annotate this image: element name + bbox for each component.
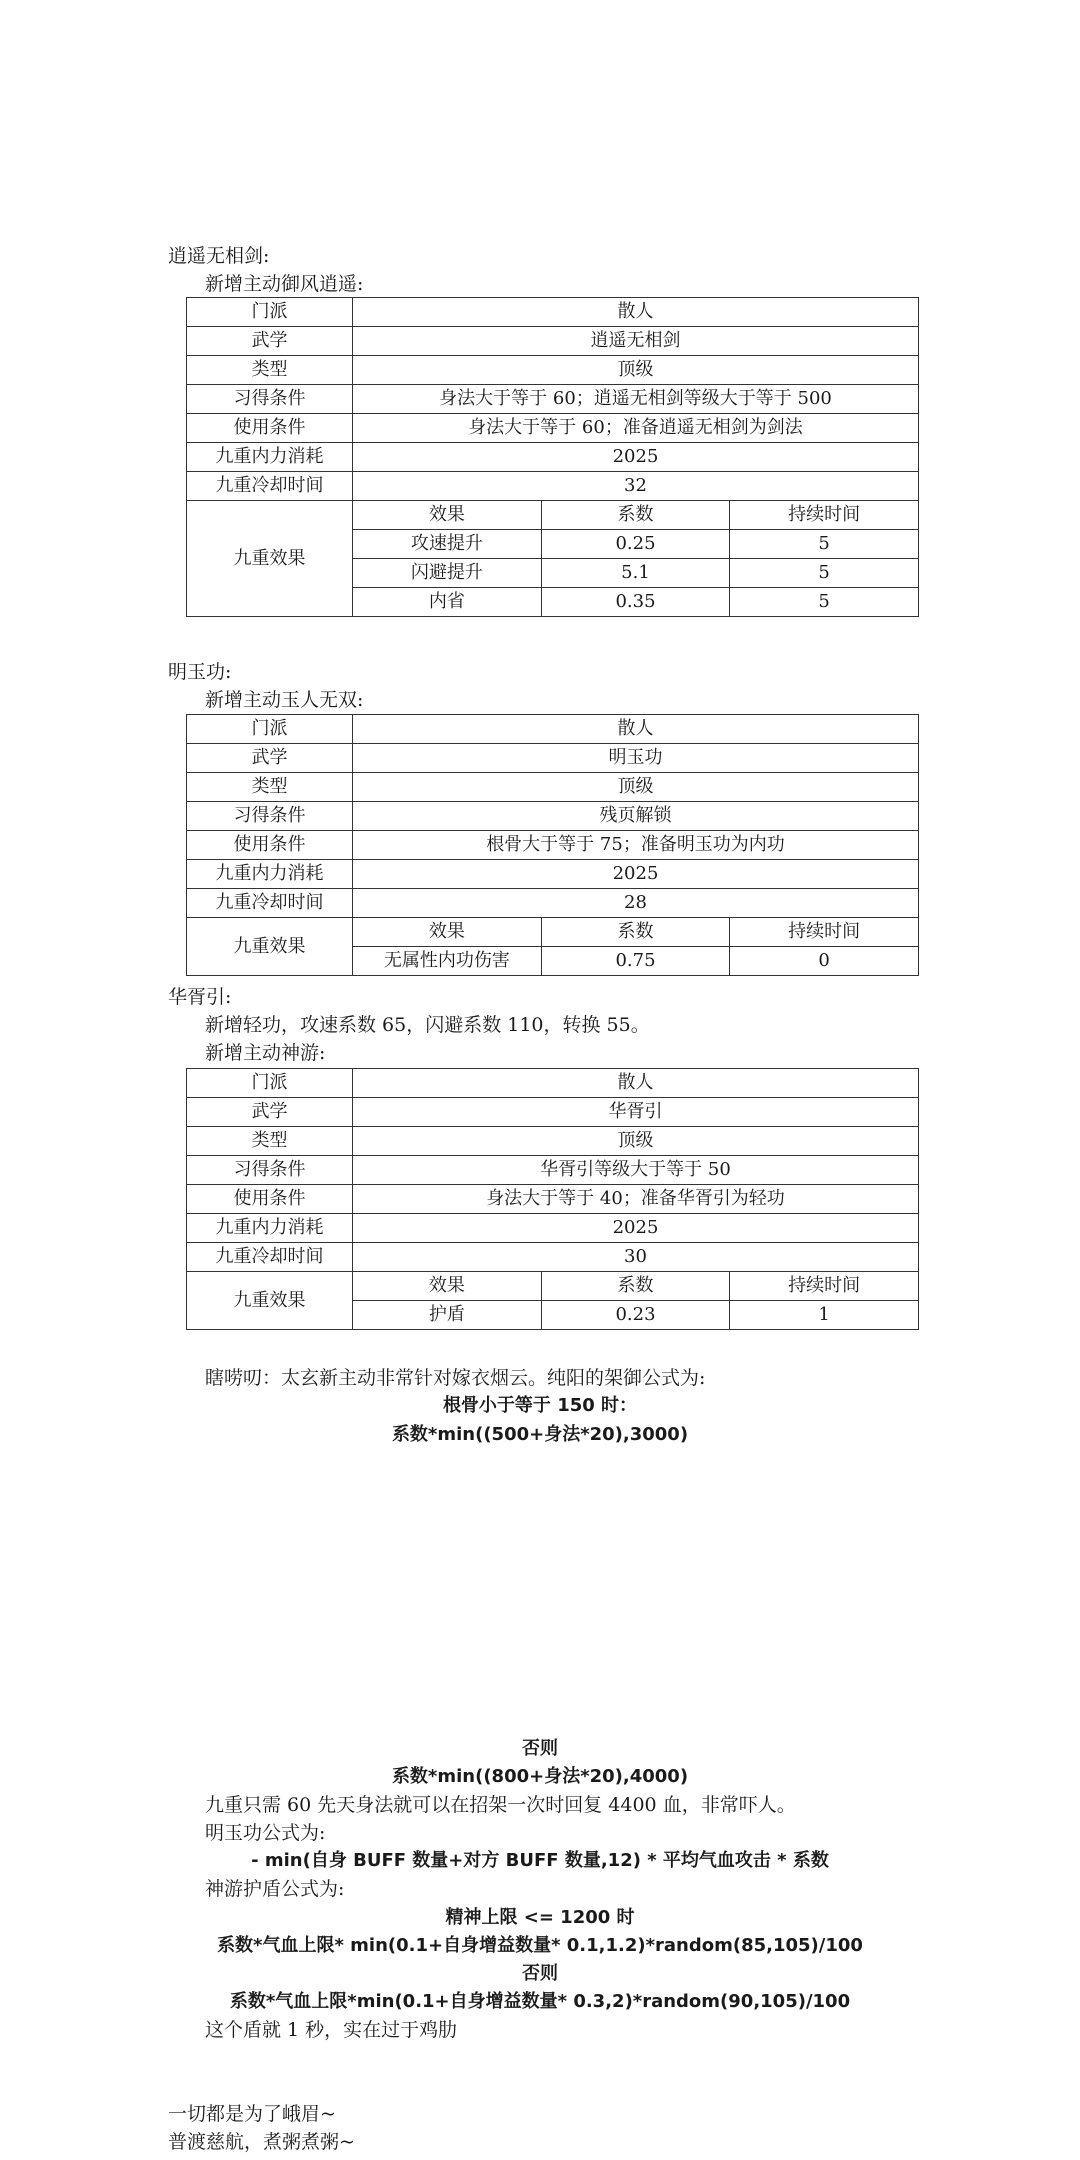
table-row <box>187 1243 919 1272</box>
label-effects: 九重效果 <box>187 501 353 617</box>
shenyou-else: 否则 <box>522 1963 558 1984</box>
value-martial: 华胥引 <box>353 1098 919 1127</box>
section-title-huaxu: 华胥引: <box>168 986 232 1008</box>
label-learn: 习得条件 <box>187 1156 353 1185</box>
effect-coef: 0.25 <box>541 530 730 559</box>
value-learn: 华胥引等级大于等于 50 <box>353 1156 919 1185</box>
shenyou-formula-label: 神游护盾公式为: <box>205 1878 345 1900</box>
value-cost: 2025 <box>353 1214 919 1243</box>
value-type: 顶级 <box>353 1127 919 1156</box>
label-sect: 门派 <box>187 715 353 744</box>
label-use: 使用条件 <box>187 1185 353 1214</box>
table-row <box>187 889 919 918</box>
skill-table-xiaoyao <box>186 297 919 617</box>
section-subtitle-shenyou: 新增主动神游: <box>205 1042 326 1064</box>
value-sect: 散人 <box>353 1069 919 1098</box>
skill-table-huaxu <box>186 1068 919 1330</box>
label-cooldown: 九重冷却时间 <box>187 889 353 918</box>
table-row <box>187 327 919 356</box>
section-subtitle-yufeng: 新增主动御风逍遥: <box>205 273 364 295</box>
label-martial: 武学 <box>187 744 353 773</box>
effect-duration: 5 <box>730 559 919 588</box>
table-row <box>187 831 919 860</box>
value-use: 身法大于等于 40；准备华胥引为轻功 <box>353 1185 919 1214</box>
effect-duration: 5 <box>730 530 919 559</box>
value-cost: 2025 <box>353 443 919 472</box>
effect-coef: 0.23 <box>541 1301 730 1330</box>
section-subtitle-yuren: 新增主动玉人无双: <box>205 689 364 711</box>
value-cost: 2025 <box>353 860 919 889</box>
shenyou-formula-1: 系数*气血上限* min(0.1+自身增益数量* 0.1,1.2)*random(85,105)/100 <box>217 1935 863 1956</box>
table-row <box>187 414 919 443</box>
effect-name: 闪避提升 <box>353 559 542 588</box>
ramble-text: 瞎唠叨：太玄新主动非常针对嫁衣烟云。纯阳的架御公式为: <box>205 1367 706 1389</box>
header-duration: 持续时间 <box>730 501 919 530</box>
comment-shield: 这个盾就 1 秒，实在过于鸡肋 <box>205 2019 458 2041</box>
effect-duration: 5 <box>730 588 919 617</box>
formula-parry-1: 系数*min((500+身法*20),3000) <box>391 1424 689 1445</box>
label-cost: 九重内力消耗 <box>187 1214 353 1243</box>
effect-name: 攻速提升 <box>353 530 542 559</box>
effect-coef: 5.1 <box>541 559 730 588</box>
table-row <box>187 1069 919 1098</box>
effect-duration: 0 <box>730 947 919 976</box>
closing-line-2: 普渡慈航，煮粥煮粥~ <box>168 2131 355 2153</box>
value-type: 顶级 <box>353 773 919 802</box>
header-duration: 持续时间 <box>730 918 919 947</box>
table-row <box>187 1272 919 1301</box>
closing-line-1: 一切都是为了峨眉~ <box>168 2103 336 2125</box>
value-cooldown: 30 <box>353 1243 919 1272</box>
formula-parry-2: 系数*min((800+身法*20),4000) <box>391 1766 689 1787</box>
label-cost: 九重内力消耗 <box>187 860 353 889</box>
label-use: 使用条件 <box>187 414 353 443</box>
table-row <box>187 1127 919 1156</box>
label-effects: 九重效果 <box>187 1272 353 1330</box>
effect-name: 无属性内功伤害 <box>353 947 542 976</box>
comment-parry: 九重只需 60 先天身法就可以在招架一次时回复 4400 血，非常吓人。 <box>205 1794 796 1816</box>
value-type: 顶级 <box>353 356 919 385</box>
value-use: 根骨大于等于 75；准备明玉功为内功 <box>353 831 919 860</box>
table-row <box>187 472 919 501</box>
table-row <box>187 1098 919 1127</box>
label-martial: 武学 <box>187 1098 353 1127</box>
table-row <box>187 860 919 889</box>
label-sect: 门派 <box>187 1069 353 1098</box>
table-row <box>187 918 919 947</box>
shenyou-condition: 精神上限 <= 1200 时 <box>445 1907 635 1928</box>
label-learn: 习得条件 <box>187 802 353 831</box>
label-cost: 九重内力消耗 <box>187 443 353 472</box>
effect-coef: 0.35 <box>541 588 730 617</box>
header-coef: 系数 <box>541 918 730 947</box>
header-duration: 持续时间 <box>730 1272 919 1301</box>
header-effect: 效果 <box>353 501 542 530</box>
header-effect: 效果 <box>353 1272 542 1301</box>
shenyou-formula-2: 系数*气血上限*min(0.1+自身增益数量* 0.3,2)*random(90,105)/100 <box>229 1991 851 2012</box>
header-coef: 系数 <box>541 501 730 530</box>
effect-duration: 1 <box>730 1301 919 1330</box>
table-row <box>187 715 919 744</box>
label-type: 类型 <box>187 1127 353 1156</box>
table-row <box>187 773 919 802</box>
formula-else-1: 否则 <box>522 1738 558 1759</box>
label-type: 类型 <box>187 356 353 385</box>
effect-name: 护盾 <box>353 1301 542 1330</box>
table-row <box>187 744 919 773</box>
section-title-mingyu: 明玉功: <box>168 661 232 683</box>
mingyu-formula: - min(自身 BUFF 数量+对方 BUFF 数量,12) * 平均气血攻击 * 系数 <box>251 1850 829 1871</box>
label-cooldown: 九重冷却时间 <box>187 472 353 501</box>
section-intro-huaxu: 新增轻功，攻速系数 65，闪避系数 110，转换 55。 <box>205 1014 650 1036</box>
label-cooldown: 九重冷却时间 <box>187 1243 353 1272</box>
table-row <box>187 385 919 414</box>
table-row <box>187 802 919 831</box>
table-row <box>187 298 919 327</box>
value-use: 身法大于等于 60；准备逍遥无相剑为剑法 <box>353 414 919 443</box>
label-effects: 九重效果 <box>187 918 353 976</box>
value-martial: 逍遥无相剑 <box>353 327 919 356</box>
table-row <box>187 443 919 472</box>
label-martial: 武学 <box>187 327 353 356</box>
value-cooldown: 32 <box>353 472 919 501</box>
value-learn: 身法大于等于 60；逍遥无相剑等级大于等于 500 <box>353 385 919 414</box>
value-martial: 明玉功 <box>353 744 919 773</box>
value-learn: 残页解锁 <box>353 802 919 831</box>
formula-condition-1: 根骨小于等于 150 时： <box>442 1395 638 1416</box>
table-row <box>187 501 919 530</box>
value-sect: 散人 <box>353 715 919 744</box>
table-row <box>187 1185 919 1214</box>
mingyu-formula-label: 明玉功公式为: <box>205 1822 326 1844</box>
section-title-xiaoyao: 逍遥无相剑: <box>168 245 270 267</box>
table-row <box>187 1156 919 1185</box>
table-row <box>187 356 919 385</box>
header-effect: 效果 <box>353 918 542 947</box>
value-cooldown: 28 <box>353 889 919 918</box>
effect-coef: 0.75 <box>541 947 730 976</box>
label-use: 使用条件 <box>187 831 353 860</box>
label-learn: 习得条件 <box>187 385 353 414</box>
label-sect: 门派 <box>187 298 353 327</box>
header-coef: 系数 <box>541 1272 730 1301</box>
value-sect: 散人 <box>353 298 919 327</box>
label-type: 类型 <box>187 773 353 802</box>
effect-name: 内省 <box>353 588 542 617</box>
table-row <box>187 1214 919 1243</box>
skill-table-mingyu <box>186 714 919 976</box>
